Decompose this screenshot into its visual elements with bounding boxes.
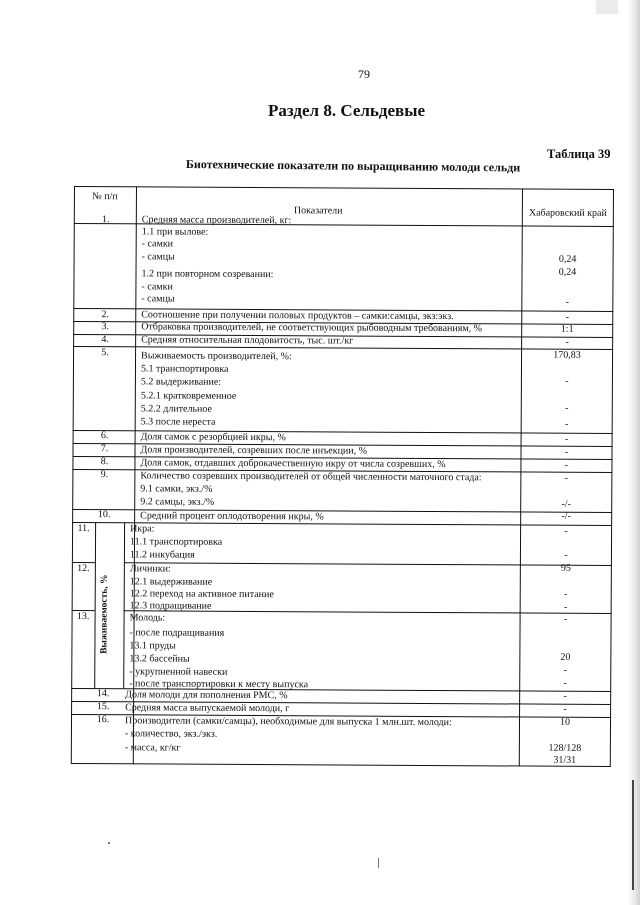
row-value: - [565, 296, 570, 308]
row-line: - самки [141, 238, 174, 250]
row-line: 12.3 подращивание [129, 600, 212, 612]
row-line: - укрупненной навески [129, 666, 228, 678]
row-line: - самки [141, 281, 173, 293]
row-no: 7. [100, 443, 109, 455]
row-line: - после транспортировки к месту выпуска [129, 678, 309, 691]
header-indicators: Показатели [293, 205, 343, 217]
scan-speck [108, 842, 110, 844]
row-value: -/- [561, 498, 571, 510]
row-line: 13.2 бассейны [129, 653, 190, 665]
row-line: Средняя относительная плодовитость, тыс. шт./кг [141, 334, 354, 347]
row-line: 13.1 пруды [129, 640, 176, 652]
row-no: 6. [100, 430, 109, 442]
row-no: 10. [97, 509, 111, 521]
table-caption: Биотехнические показатели по выращиванию молоди сельди [185, 157, 521, 175]
row-no: 12. [77, 563, 90, 575]
row-value: 10 [559, 716, 571, 728]
row-line: Средняя масса производителей, кг: [141, 214, 292, 227]
row-value: 20 [560, 651, 571, 663]
vertical-label [97, 562, 112, 666]
row-line: Доля молоди для пополнения РМС, % [125, 689, 288, 702]
row-no: 15. [96, 701, 110, 713]
row-line: - после подращивания [129, 627, 225, 639]
row-no: 4. [101, 334, 109, 346]
row-value: 1:1 [560, 323, 574, 335]
row-line: - самцы [141, 251, 175, 263]
row-value: - [564, 433, 569, 445]
row-value: - [564, 459, 569, 471]
row-value: - [563, 664, 568, 676]
row-line: 1.1 при вылове: [141, 226, 209, 238]
row-line: Икра: [130, 523, 155, 535]
row-value: - [563, 601, 568, 613]
row-value: - [564, 549, 568, 561]
row-no: 1. [102, 214, 110, 226]
row-line: 11.1 транспортировка [129, 536, 223, 548]
row-value: - [564, 588, 568, 600]
row-no: 8. [100, 456, 109, 468]
row-line: Молодь: [129, 612, 166, 624]
row-value: - [564, 446, 569, 458]
row-no: 16. [96, 714, 110, 726]
scan-speck [378, 858, 379, 868]
row-value: - [563, 613, 568, 625]
row-line: Средняя масса выпускаемой молоди, г [125, 702, 290, 715]
row-line: 5.2.2 длительное [140, 403, 212, 415]
row-value: - [564, 418, 569, 430]
row-line: Производители (самки/самцы), необходимые для выпуска 1 млн.шт. молоди: [124, 715, 452, 729]
scan-smudge [596, 0, 618, 14]
row-value: 95 [560, 562, 571, 574]
row-line: Количество созревших производителей от общей численности маточного стада: [140, 470, 482, 484]
row-no: 11. [77, 523, 90, 535]
row-value: - [564, 472, 569, 484]
row-value: - [565, 311, 569, 323]
header-no: № п/п [92, 191, 118, 203]
vertical-label-text: Выживаемость, % [99, 574, 110, 654]
row-value: - [563, 690, 567, 702]
table-number: Таблица 39 [547, 147, 611, 161]
header-region: Хабаровский край [528, 207, 607, 219]
row-line: Доля производителей, созревших после инъекции, % [140, 444, 368, 457]
row-value: - [563, 703, 567, 715]
row-line: 9.2 самцы, экз./% [140, 496, 215, 508]
row-no: 14. [96, 688, 110, 700]
row-value: 31/31 [553, 754, 577, 766]
row-value: 0,24 [558, 253, 577, 265]
row-line: Доля самок, отдавших доброкачественную икру от числа созревших, % [140, 457, 446, 471]
row-line: - масса, кг/кг [124, 742, 181, 754]
row-value: - [565, 375, 569, 387]
scan-edge-shadow [628, 0, 640, 905]
row-no: 2. [101, 309, 110, 321]
row-line: 11.2 инкубация [129, 549, 195, 561]
row-value: 170,83 [553, 349, 581, 361]
row-line: 12.1 выдерживание [129, 576, 213, 588]
row-no: 3. [101, 321, 109, 333]
row-value: 128/128 [548, 742, 582, 754]
row-line: 5.3 после нереста [140, 416, 216, 428]
row-line: Доля самок с резорбцией икры, % [140, 431, 286, 444]
row-line: - количество, экз./экз. [124, 728, 218, 740]
row-value: - [565, 336, 569, 348]
row-no: 9. [100, 469, 109, 481]
row-line: 5.1 транспортировка [140, 363, 229, 375]
row-line: Соотношение при получении половых продуктов – самки:самцы, экз:экз. [141, 309, 454, 323]
row-line: 5.2 выдерживание: [140, 376, 222, 388]
row-line: 1.2 при повторном созревании: [141, 268, 274, 281]
row-line: Средний процент оплодотворения икры, % [140, 510, 324, 523]
row-line: 5.2.1 кратковременное [140, 390, 237, 402]
row-value: 0,24 [558, 266, 577, 278]
scan-edge-line [632, 780, 634, 890]
row-line: Выживаемость производителей, %: [141, 350, 292, 363]
row-line: 9.1 самки, экз./% [140, 483, 213, 495]
row-line: 12.2 переход на активное питание [129, 588, 274, 601]
row-line: Личинки: [129, 563, 171, 575]
row-no: 5. [101, 347, 109, 359]
row-value: - [565, 402, 569, 414]
row-value: -/- [561, 510, 571, 522]
row-value: - [563, 677, 567, 689]
row-line: Отбраковка производителей, не соответствующих рыбоводным требованиям, % [141, 321, 483, 335]
row-no: 13. [76, 611, 90, 623]
row-line: - самцы [141, 293, 175, 305]
section-title: Раздел 8. Сельдевые [268, 101, 426, 120]
row-value: - [564, 525, 568, 537]
page-number: 79 [358, 67, 370, 81]
data-table [71, 186, 614, 769]
